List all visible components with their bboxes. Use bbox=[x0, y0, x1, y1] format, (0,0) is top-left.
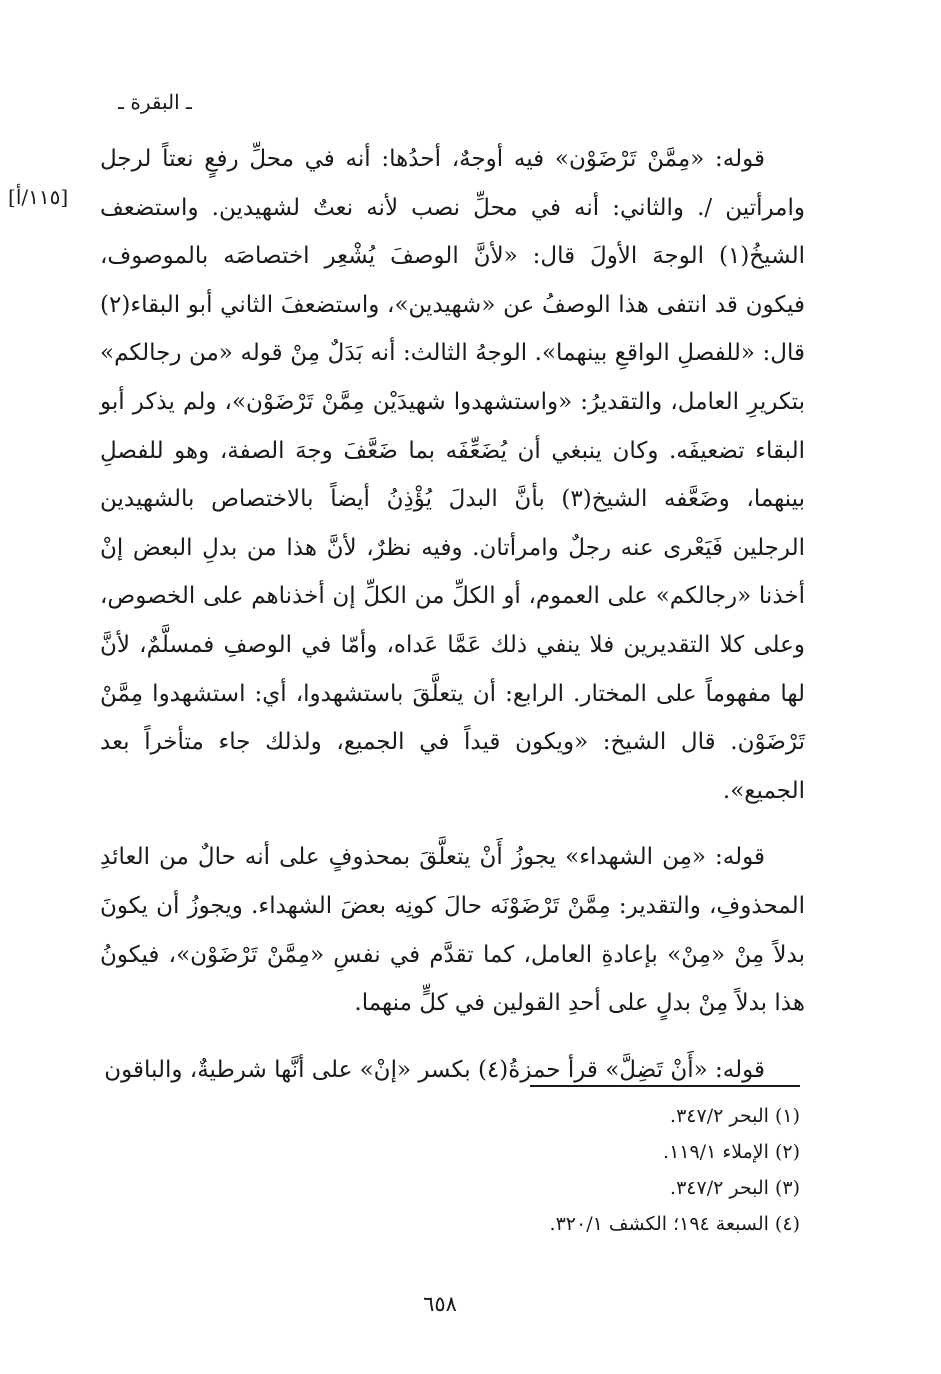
footnote: (١) البحر ٣٤٧/٢. bbox=[670, 1105, 800, 1127]
main-text bbox=[100, 135, 805, 1094]
paragraph: قوله: «مِمَّنْ تَرْضَوْن» فيه أوجهٌ، أحدُها: أنه في محلِّ رفعٍ نعتاً لرجل وامرأتين /. والثاني: أنه في محلِّ نصب لأنه نعتٌ لشهيدين. واستضعف الشيخُ(١) الوجهَ الأولَ قال: «لأنَّ الوصفَ يُشْعِر اختصاصَه بالموصوف، فيكون قد انتفى هذا الوصفُ عن «شهيدين»، واستضعفَ الثاني أبو البقاء(٢) قال: «للفصلِ الواقعِ بينهما». الوجهُ الثالث: أنه بَدَلٌ مِنْ قوله «من رجالكم» بتكريرِ العامل، والتقديرُ: «واستشهدوا شهيدَيْن مِمَّنْ تَرْضَوْن»، ولم يذكر أبو البقاء تضعيفَه. وكان ينبغي أن يُضَعِّفَه بما ضَعَّفَ وجهَ الصفة، وهو للفصلِ بينهما، وضَعَّفه الشيخ(٣) بأنَّ البدلَ يُؤْذِنُ أيضاً بالاختصاص بالشهيدين الرجلين فَيَعْرى عنه رجلٌ وامرأتان. وفيه نظرٌ، لأنَّ هذا من بدلِ البعض إنْ أخذنا «رجالكم» على العموم، أو الكلِّ من الكلِّ إن أخذناهم على الخصوص، وعلى كلا التقديرين فلا ينفي ذلك عَمَّا عَداه، وأمّا في الوصفِ فمسلَّمٌ، لأنَّ لها مفهوماً على المختار. الرابع: أن يتعلَّقَ باستشهدوا، أي: استشهدوا مِمَّنْ تَرْضَوْن. قال الشيخ: «ويكون قيداً في الجميع، ولذلك جاء متأخراً بعد الجميع». bbox=[100, 146, 806, 804]
manuscript-folio-reference: [١١٥/أ] bbox=[8, 185, 69, 209]
footnotes bbox=[380, 1098, 800, 1242]
paragraph: قوله: «مِن الشهداء» يجوزُ أَنْ يتعلَّقَ بمحذوفٍ على أنه حالٌ من العائدِ المحذوفِ، والتقدير: مِمَّنْ تَرْضَوْنَه حالَ كونِه بعضَ الشهداء. ويجوزُ أن يكونَ بدلاً مِنْ «مِنْ» بإعادةِ العامل، كما تقدَّم في نفسِ «مِمَّنْ تَرْضَوْن»، فيكونُ هذا بدلاً مِنْ بدلٍ على أحدِ القولين في كلٍّ منهما. bbox=[100, 844, 805, 1017]
footnote: (٤) السبعة ١٩٤؛ الكشف ٣٢٠/١. bbox=[549, 1213, 800, 1235]
footnote: (٢) الإملاء ١١٩/١. bbox=[663, 1141, 800, 1163]
footnote: (٣) البحر ٣٤٧/٢. bbox=[670, 1177, 800, 1199]
page-number: ٦٥٨ bbox=[423, 1292, 457, 1316]
paragraph: قوله: «أَنْ تَضِلَّ» قرأ حمزةُ(٤) بكسر «إنْ» على أنَّها شرطيةٌ، والباقون bbox=[104, 1056, 765, 1083]
footnote-separator bbox=[530, 1085, 800, 1087]
running-header: ـ البقرة ـ bbox=[118, 90, 192, 114]
